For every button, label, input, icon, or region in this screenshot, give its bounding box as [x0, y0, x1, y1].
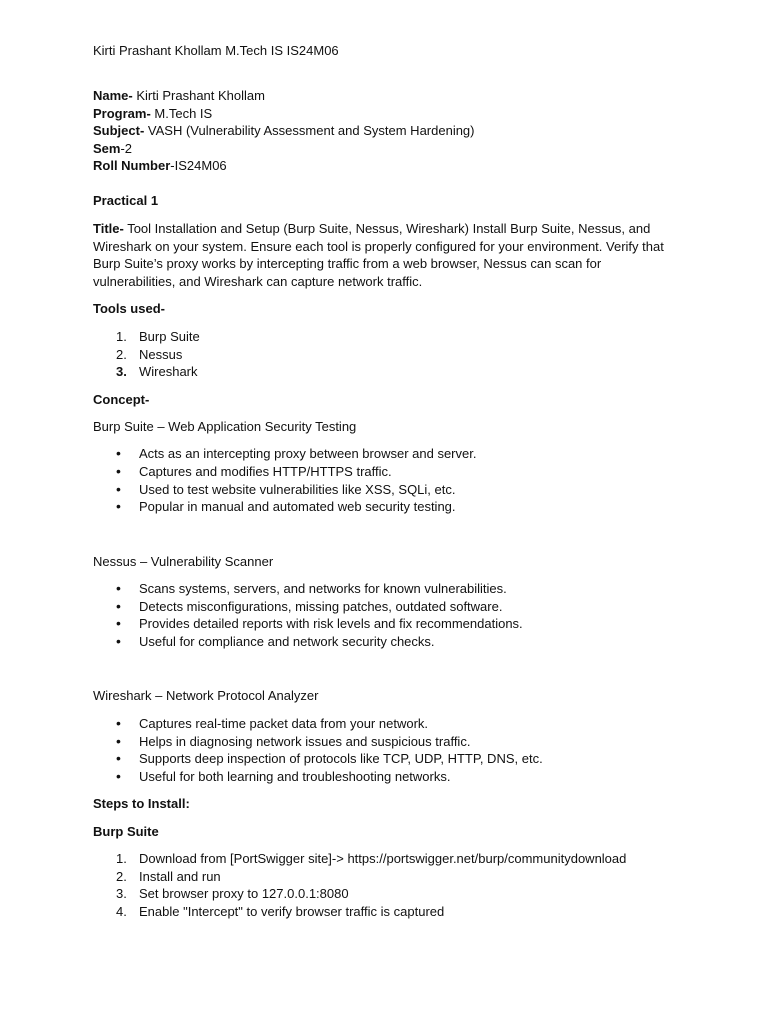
list-text: Wireshark: [139, 364, 198, 379]
info-sem: [93, 140, 132, 157]
steps-heading-text: Steps to Install:: [93, 796, 190, 811]
list-number: 3.: [116, 886, 127, 901]
bullet-icon: [116, 715, 136, 732]
list-text: Used to test website vulnerabilities like XSS, SQLi, etc.: [139, 482, 456, 497]
list-text: Enable "Intercept" to verify browser traffic is captured: [139, 904, 445, 919]
list-number: 1.: [116, 329, 127, 344]
list-text: Captures and modifies HTTP/HTTPS traffic.: [139, 464, 392, 479]
list-number: 4.: [116, 904, 127, 919]
steps-heading: [93, 795, 190, 812]
subject-label: Subject-: [93, 123, 145, 138]
bullet-icon: [116, 598, 136, 615]
wireshark-concept-heading: Wireshark – Network Protocol Analyzer: [93, 688, 319, 703]
bullet-icon: [116, 768, 136, 785]
title-text: Tool Installation and Setup (Burp Suite, Nessus, Wireshark) Install Burp Suite, Nessus, and Wireshark on your system. Ensure each tool is properly configured for your environment. Verify that Burp Suite’s proxy works by intercepting traffic from a web browser, Nessus can scan for vulnerabilities, and Wireshark can capture network traffic.: [93, 221, 664, 289]
list-text: Install and run: [139, 869, 221, 884]
info-roll: [93, 157, 227, 174]
list-text: Useful for compliance and network security checks.: [139, 634, 435, 649]
title-paragraph: [93, 220, 678, 290]
page-header: Kirti Prashant Khollam M.Tech IS IS24M06: [93, 43, 339, 58]
burp-install-heading-text: Burp Suite: [93, 824, 159, 839]
list-text: Burp Suite: [139, 329, 200, 344]
program-label: Program-: [93, 106, 151, 121]
list-text: Supports deep inspection of protocols like TCP, UDP, HTTP, DNS, etc.: [139, 751, 543, 766]
program-value: M.Tech IS: [150, 106, 213, 121]
bullet-icon: [116, 615, 136, 632]
list-text: Nessus: [139, 347, 183, 362]
bullet-icon: [116, 733, 136, 750]
list-text: Popular in manual and automated web security testing.: [139, 499, 456, 514]
list-number: 1.: [116, 851, 127, 866]
list-text: Download from [PortSwigger site]-> https://portswigger.net/burp/communitydownload: [139, 851, 627, 866]
list-text: Detects misconfigurations, missing patches, outdated software.: [139, 599, 503, 614]
practical-heading: [93, 192, 158, 209]
list-text: Useful for both learning and troubleshooting networks.: [139, 769, 451, 784]
bullet-icon: [116, 481, 136, 498]
concept-heading: [93, 391, 149, 408]
sem-value: -2: [120, 141, 133, 156]
subject-value: VASH (Vulnerability Assessment and System Hardening): [144, 123, 475, 138]
info-program: [93, 105, 212, 122]
list-number: 2.: [116, 869, 127, 884]
title-label: Title-: [93, 221, 124, 236]
roll-value: -IS24M06: [170, 158, 227, 173]
list-text: Set browser proxy to 127.0.0.1:8080: [139, 886, 349, 901]
practical-heading-text: Practical 1: [93, 193, 159, 208]
sem-label: Sem: [93, 141, 121, 156]
burp-install-heading: [93, 823, 159, 840]
burp-concept-heading: Burp Suite – Web Application Security Testing: [93, 419, 357, 434]
list-number: 3.: [116, 364, 127, 379]
name-value: Kirti Prashant Khollam: [132, 88, 265, 103]
list-text: Acts as an intercepting proxy between browser and server.: [139, 446, 477, 461]
roll-label: Roll Number: [93, 158, 171, 173]
bullet-icon: [116, 633, 136, 650]
concept-heading-text: Concept-: [93, 392, 150, 407]
name-label: Name-: [93, 88, 133, 103]
list-text: Captures real-time packet data from your network.: [139, 716, 429, 731]
list-text: Scans systems, servers, and networks for known vulnerabilities.: [139, 581, 507, 596]
bullet-icon: [116, 580, 136, 597]
list-number: 2.: [116, 347, 127, 362]
bullet-icon: [116, 498, 136, 515]
list-text: Provides detailed reports with risk levels and fix recommendations.: [139, 616, 523, 631]
bullet-icon: [116, 750, 136, 767]
info-subject: [93, 122, 475, 139]
bullet-icon: [116, 445, 136, 462]
tools-heading: [93, 300, 165, 317]
nessus-concept-heading: Nessus – Vulnerability Scanner: [93, 554, 274, 569]
list-text: Helps in diagnosing network issues and suspicious traffic.: [139, 734, 471, 749]
tools-heading-text: Tools used-: [93, 301, 165, 316]
info-name: [93, 87, 265, 104]
bullet-icon: [116, 463, 136, 480]
